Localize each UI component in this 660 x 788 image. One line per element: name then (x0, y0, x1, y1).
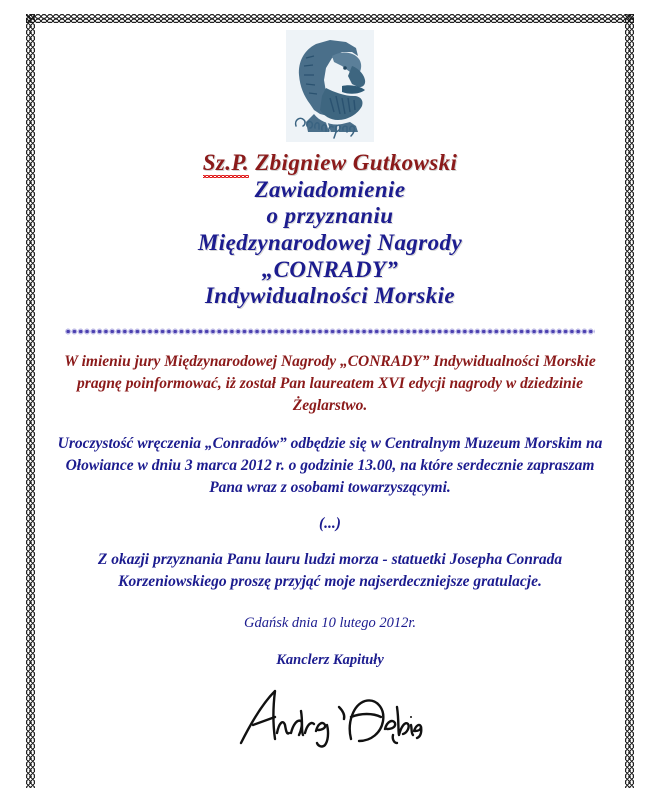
signature-container (40, 683, 620, 749)
heading-line-2: o przyznaniu (266, 203, 394, 229)
handwritten-signature-icon (235, 683, 425, 749)
heading-line-1: Zawiadomienie (254, 176, 406, 202)
heading-line-5: Indywidualności Morskie (204, 283, 456, 309)
letter-body (40, 351, 620, 669)
conrad-portrait-emblem-icon (286, 30, 374, 142)
body-ellipsis: (...) (319, 515, 341, 533)
ornament-divider-icon (65, 326, 595, 337)
place-and-date: Gdańsk dnia 10 lutego 2012r. (244, 615, 416, 632)
document-content (40, 0, 620, 788)
heading-line-3: Międzynarodowej Nagrody (197, 230, 463, 256)
recipient-name: Zbigniew Gutkowski (255, 150, 458, 175)
emblem-container (40, 0, 620, 142)
body-paragraph-3: Z okazji przyznania Panu lauru ludzi morza - statuetki Josepha Conrada Korzeniowskiego proszę przyjąć moje najserdeczniejsze gratulacje. (97, 551, 563, 591)
heading-block (40, 150, 620, 310)
body-paragraph-2: Uroczystość wręczenia „Conradów” odbędzie się w Centralnym Muzeum Morskim na Ołowiance w dniu 3 marca 2012 r. o godzinie 13.00, na które serdecznie zapraszam Pana wraz z osobami towarzyszącymi. (57, 435, 603, 497)
border-left-edge (26, 14, 35, 788)
role-title: Kanclerz Kapituły (276, 652, 384, 669)
body-paragraph-1: W imieniu jury Międzynarodowej Nagrody „CONRADY” Indywidualności Morskie pragnę poinformować, iż został Pan laureatem XVI edycji nagrody w dziedzinie Żeglarstwo. (64, 353, 596, 415)
recipient-heading (40, 150, 620, 177)
border-right-edge (625, 14, 634, 788)
heading-line-4: „CONRADY” (261, 256, 399, 282)
salutation-prefix: Sz.P. (203, 150, 249, 178)
